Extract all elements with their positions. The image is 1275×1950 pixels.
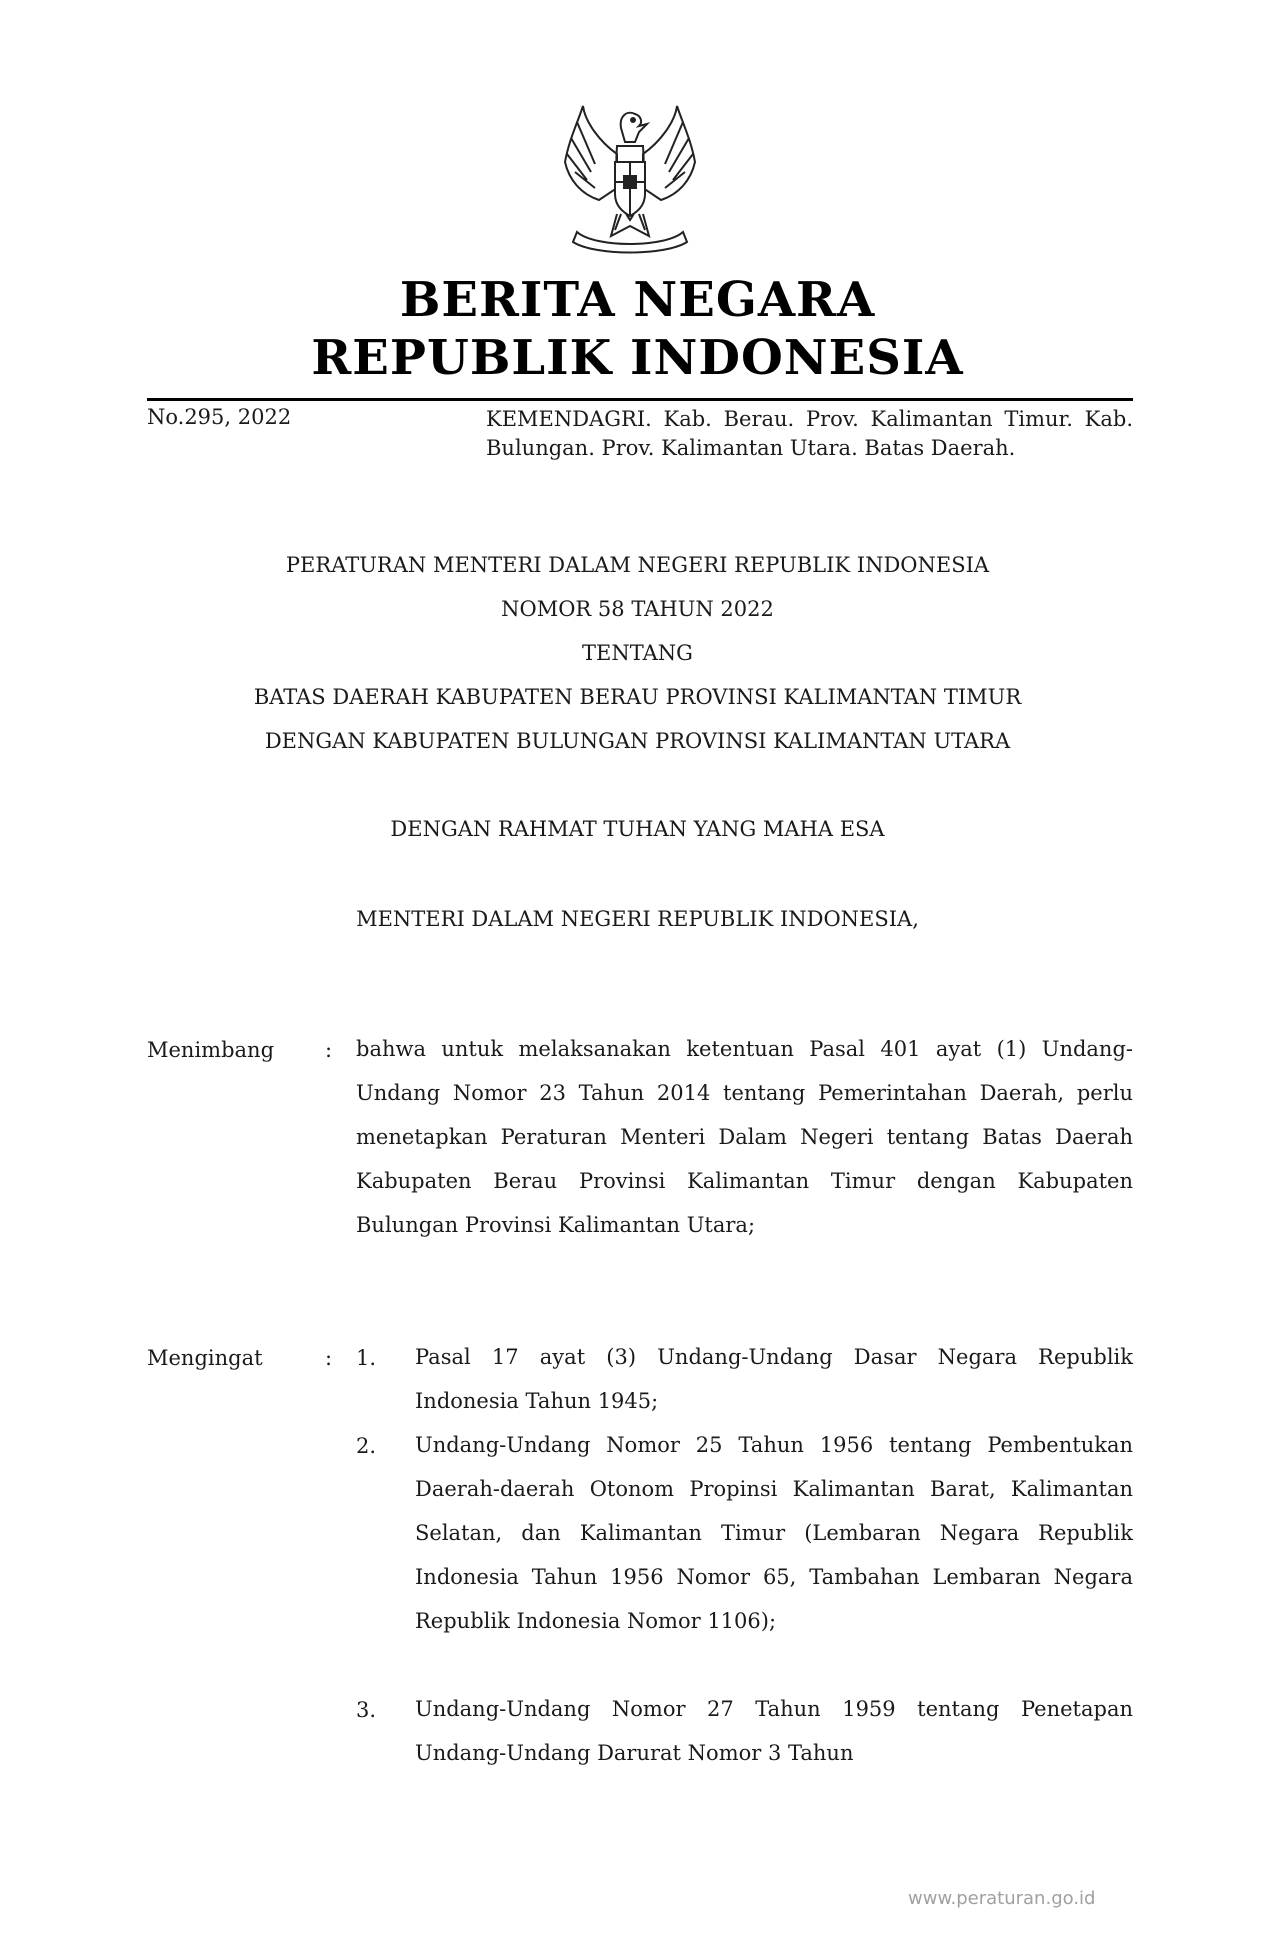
regulation-title-line1: PERATURAN MENTERI DALAM NEGERI REPUBLIK INDONESIA bbox=[285, 553, 990, 577]
regulation-subject-line1: BATAS DAERAH KABUPATEN BERAU PROVINSI KALIMANTAN TIMUR bbox=[253, 685, 1022, 709]
regulation-subject-line2: DENGAN KABUPATEN BULUNGAN PROVINSI KALIMANTAN UTARA bbox=[264, 729, 1011, 753]
mengingat-item-number: 1. bbox=[356, 1346, 377, 1370]
header-divider bbox=[147, 398, 1133, 401]
mengingat-item-text: Pasal 17 ayat (3) Undang-Undang Dasar Negara Republik Indonesia Tahun 1945; bbox=[415, 1345, 1133, 1413]
mengingat-item-number: 2. bbox=[356, 1434, 377, 1458]
masthead-title-line2: REPUBLIK INDONESIA bbox=[311, 330, 964, 386]
menimbang-colon: : bbox=[325, 1038, 333, 1062]
regulation-tentang: TENTANG bbox=[582, 641, 693, 665]
mengingat-item-text: Undang-Undang Nomor 27 Tahun 1959 tentang Penetapan Undang-Undang Darurat Nomor 3 Tahun bbox=[415, 1697, 1133, 1765]
issuer-line: MENTERI DALAM NEGERI REPUBLIK INDONESIA, bbox=[356, 907, 919, 931]
document-number: No.295, 2022 bbox=[147, 405, 292, 429]
masthead-title-line1: BERITA NEGARA bbox=[399, 272, 876, 328]
mengingat-colon: : bbox=[325, 1346, 333, 1370]
footer-url: www.peraturan.go.id bbox=[908, 1888, 1096, 1909]
blessing-line: DENGAN RAHMAT TUHAN YANG MAHA ESA bbox=[390, 817, 885, 841]
menimbang-text: bahwa untuk melaksanakan ketentuan Pasal 401 ayat (1) Undang-Undang Nomor 23 Tahun 2014 tentang Pemerintahan Daerah, perlu menetapkan Peraturan Menteri Dalam Negeri tentang Batas Daerah Kabupaten Berau Provinsi Kalimantan Timur dengan Kabupaten Bulungan Provinsi Kalimantan Utara; bbox=[356, 1037, 1133, 1237]
mengingat-item-text: Undang-Undang Nomor 25 Tahun 1956 tentang Pembentukan Daerah-daerah Otonom Propinsi Kalimantan Barat, Kalimantan Selatan, dan Kalimantan Timur (Lembaran Negara Republik Indonesia Tahun 1956 Nomor 65, Tambahan Lembaran Negara Republik Indonesia Nomor 1106); bbox=[415, 1433, 1133, 1633]
document-subject: KEMENDAGRI. Kab. Berau. Prov. Kalimantan Timur. Kab. Bulungan. Prov. Kalimantan Utara. Batas Daerah. bbox=[486, 407, 1133, 460]
garuda-emblem-icon bbox=[555, 102, 705, 254]
menimbang-label: Menimbang bbox=[147, 1038, 275, 1062]
regulation-number: NOMOR 58 TAHUN 2022 bbox=[501, 597, 774, 621]
mengingat-label: Mengingat bbox=[147, 1346, 263, 1370]
mengingat-item-number: 3. bbox=[356, 1698, 377, 1722]
